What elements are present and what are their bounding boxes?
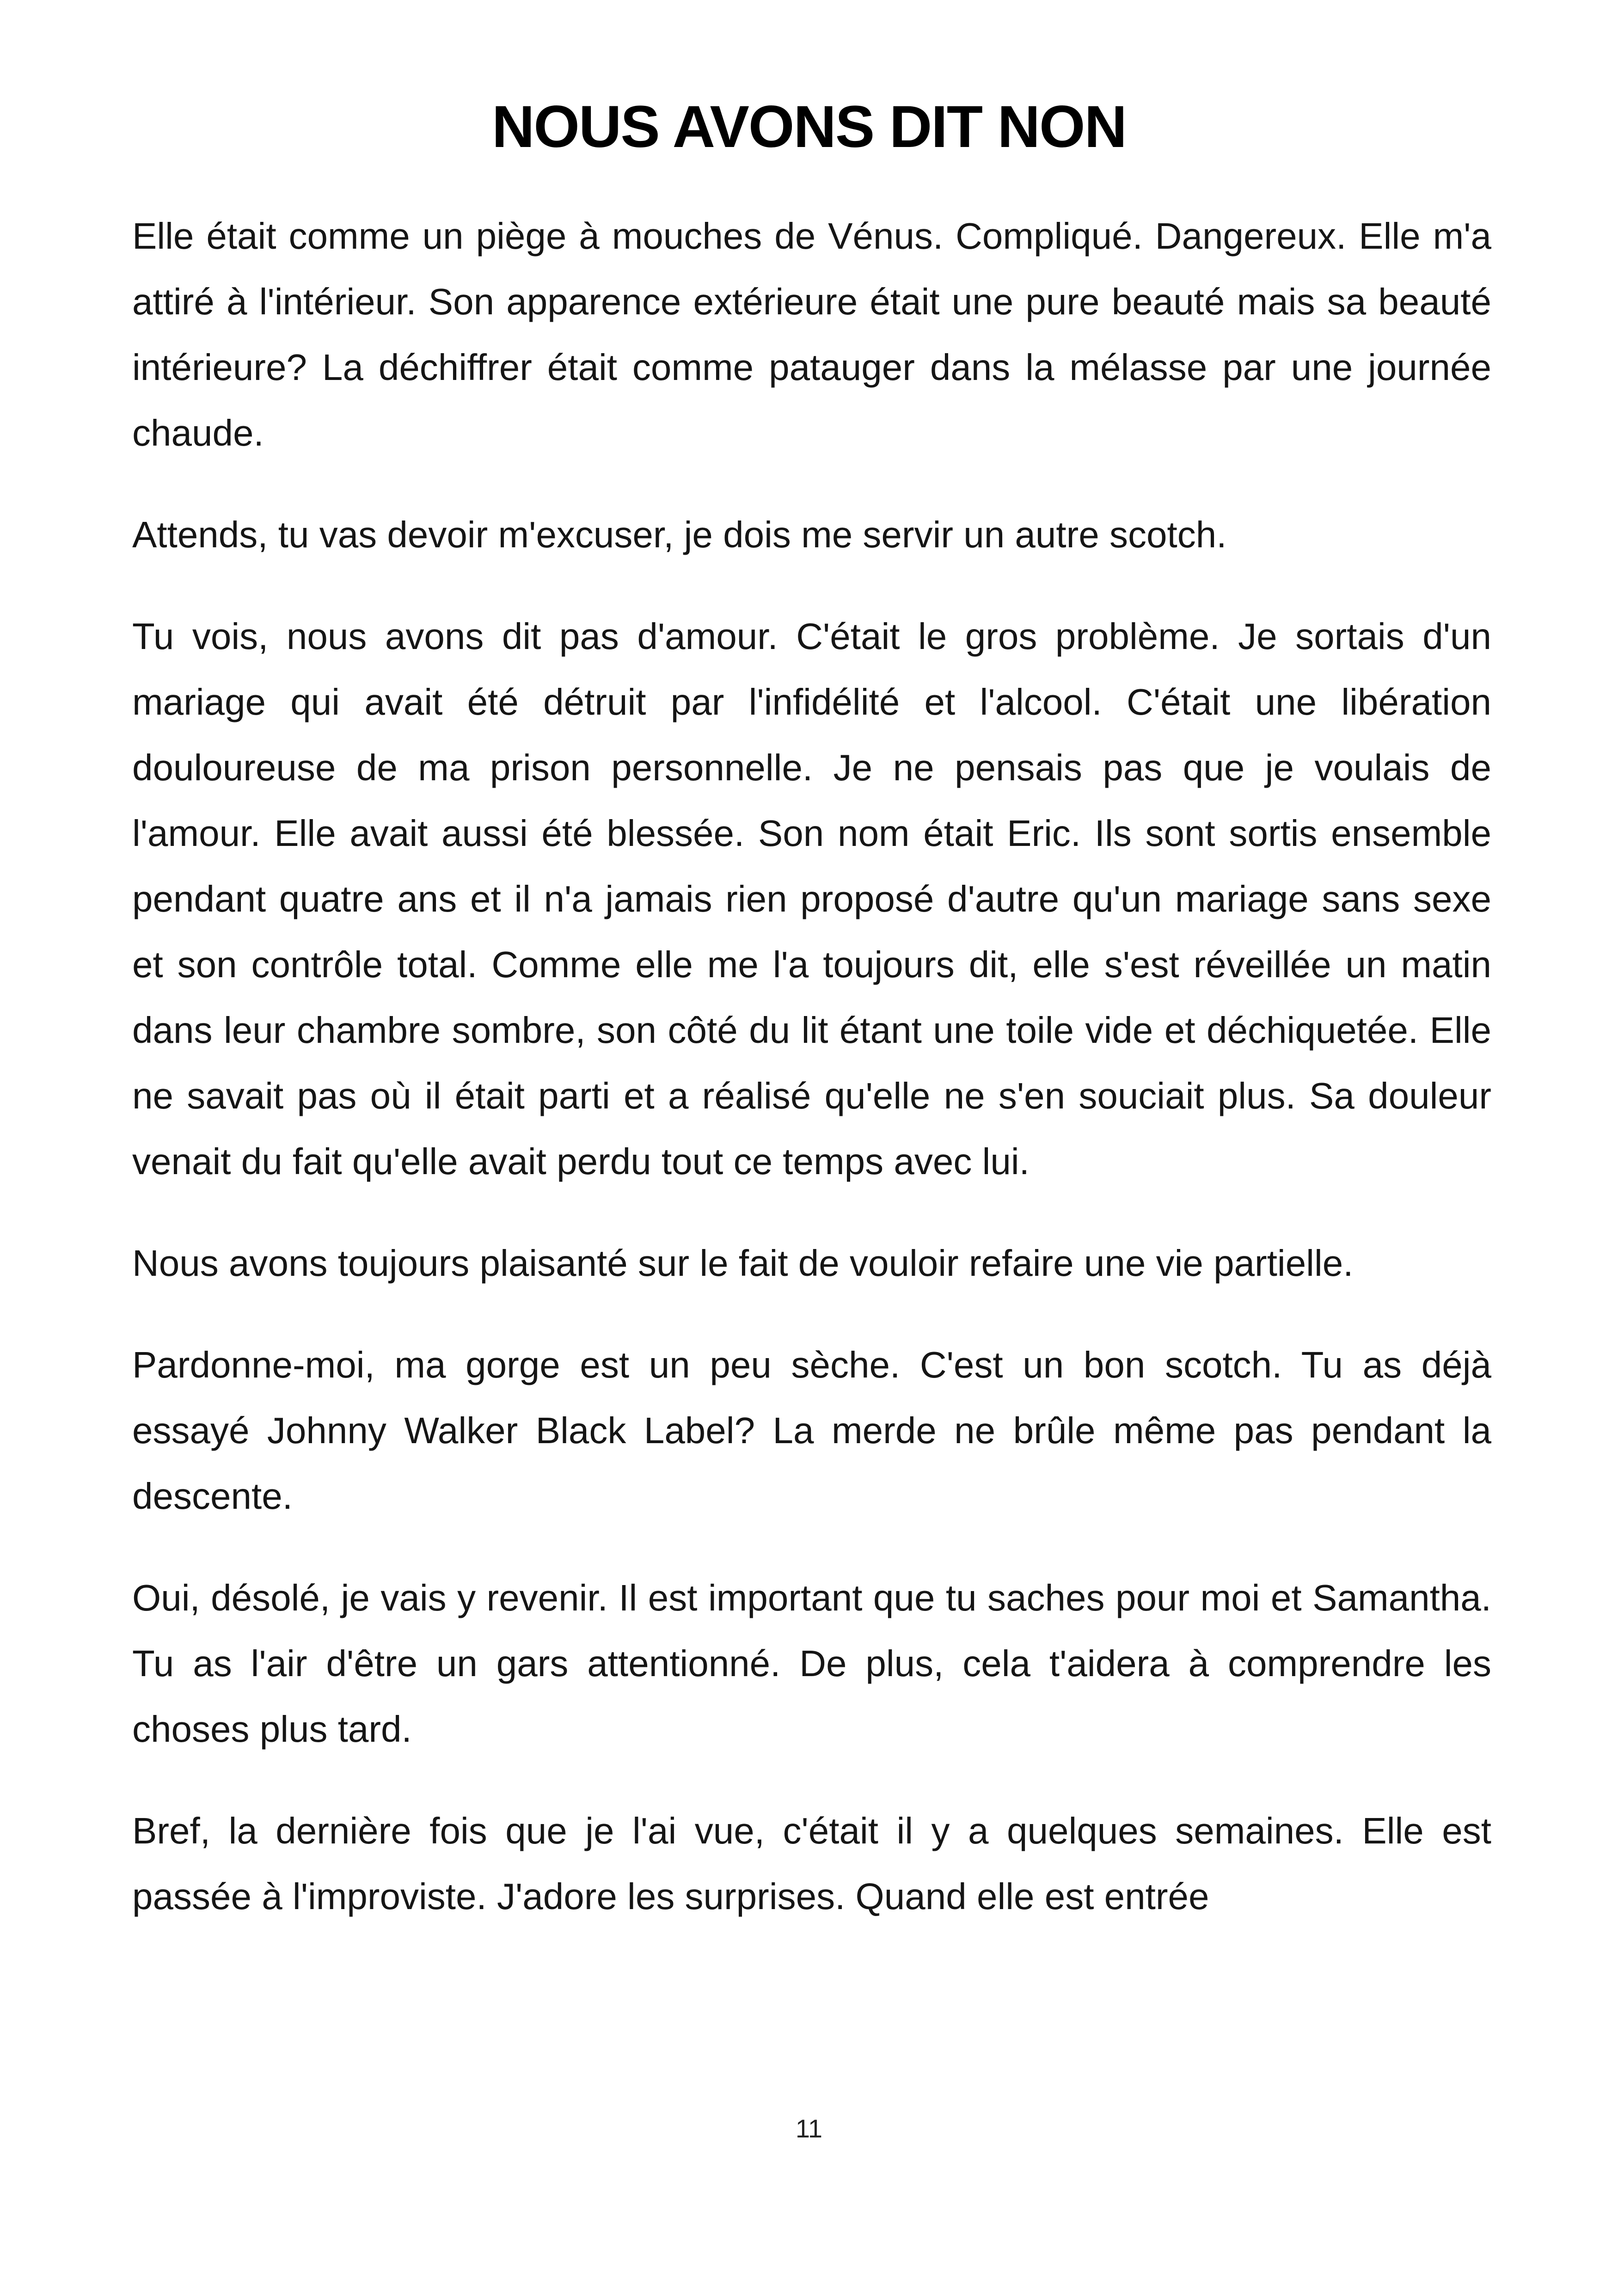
page-number: 11 bbox=[795, 2114, 823, 2143]
paragraph: Attends, tu vas devoir m'excuser, je dois me servir un autre scotch. bbox=[132, 514, 1227, 555]
paragraph: Pardonne-moi, ma gorge est un peu sèche. C'est un bon scotch. Tu as déjà essayé Johnny Walker Black Label? La merde ne brûle même pas pendant la descente. bbox=[132, 1344, 1491, 1517]
paragraph: Elle était comme un piège à mouches de Vénus. Compliqué. Dangereux. Elle m'a attiré à l'intérieur. Son apparence extérieure était une pure beauté mais sa beauté intérieure? La déchiffrer était comme patauger dans la mélasse par une journée chaude. bbox=[132, 215, 1491, 453]
body-text bbox=[132, 203, 1491, 1965]
paragraph: Tu vois, nous avons dit pas d'amour. C'était le gros problème. Je sortais d'un mariage qui avait été détruit par l'infidélité et l'alcool. C'était une libération douloureuse de ma prison personnelle. Je ne pensais pas que je voulais de l'amour. Elle avait aussi été blessée. Son nom était Eric. Ils sont sortis ensemble pendant quatre ans et il n'a jamais rien proposé d'autre qu'un mariage sans sexe et son contrôle total. Comme elle me l'a toujours dit, elle s'est réveillée un matin dans leur chambre sombre, son côté du lit étant une toile vide et déchiquetée. Elle ne savait pas où il était parti et a réalisé qu'elle ne s'en souciait plus. Sa douleur venait du fait qu'elle avait perdu tout ce temps avec lui. bbox=[132, 616, 1491, 1182]
chapter-title: NOUS AVONS DIT NON bbox=[491, 94, 1127, 160]
paragraph: Oui, désolé, je vais y revenir. Il est important que tu saches pour moi et Samantha. Tu as l'air d'être un gars attentionné. De plus, cela t'aidera à comprendre les choses plus tard. bbox=[132, 1577, 1491, 1750]
paragraph: Nous avons toujours plaisanté sur le fait de vouloir refaire une vie partielle. bbox=[132, 1243, 1354, 1284]
paragraph: Bref, la dernière fois que je l'ai vue, c'était il y a quelques semaines. Elle est passée à l'improviste. J'adore les surprises. Quand elle est entrée bbox=[132, 1810, 1491, 1917]
